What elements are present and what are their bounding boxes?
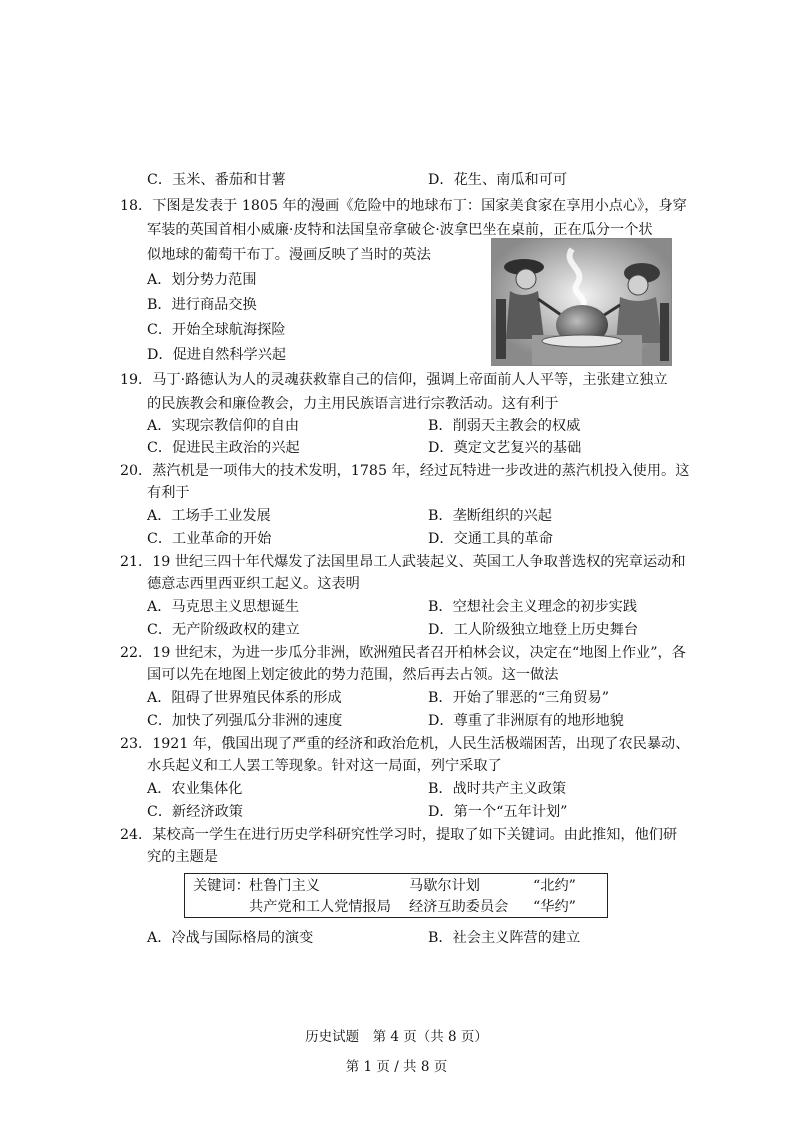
q22-option-a: A．阻碍了世界殖民体系的形成 [147,690,342,706]
q21-stem-line1: 21．19 世纪三四十年代爆发了法国里昂工人武装起义、英国工人争取普选权的宪章运动和 [120,554,686,570]
q20-stem-line1: 20．蒸汽机是一项伟大的技术发明，1785 年，经过瓦特进一步改进的蒸汽机投入使用。这 [120,463,690,479]
q24-stem-line1: 24．某校高一学生在进行历史学科研究性学习时，提取了如下关键词。由此推知，他们研 [120,827,678,843]
cartoon-illustration [492,239,671,365]
q22-option-d: D．尊重了非洲原有的地形地貌 [428,713,624,729]
q21-option-c: C．无产阶级政权的建立 [147,622,300,638]
page-counter: 第 1 页 / 共 8 页 [345,1059,448,1075]
keyword-nato: “北约” [533,878,576,894]
q19-option-d: D．奠定文艺复兴的基础 [428,440,582,456]
q17-option-c: C．玉米、番茄和甘薯 [147,172,286,188]
q19-stem-line2: 的民族教会和廉俭教会，力主用民族语言进行宗教活动。这有利于 [147,396,559,412]
q18-option-c: C．开始全球航海探险 [147,322,286,338]
q21-stem-line2: 德意志西里西亚织工起义。这表明 [147,576,360,592]
keyword-marshall-plan: 马歇尔计划 [409,878,480,894]
q23-option-c: C．新经济政策 [147,804,243,820]
q18-option-a: A．划分势力范围 [147,272,257,288]
q22-option-b: B．开始了罪恶的“三角贸易” [428,690,609,706]
q23-option-a: A．农业集体化 [147,781,243,797]
q19-option-c: C．促进民主政治的兴起 [147,440,300,456]
q18-stem-line1: 18．下图是发表于 1805 年的漫画《危险中的地球布丁：国家美食家在享用小点心》，身穿 [120,198,687,214]
q23-option-d: D．第一个“五年计划” [428,804,568,820]
q18-stem-line2: 军装的英国首相小威廉·皮特和法国皇帝拿破仑·波拿巴坐在桌前，正在瓜分一个状 [147,222,653,238]
q19-stem-line1: 19．马丁·路德认为人的灵魂获救靠自己的信仰，强调上帝面前人人平等，主张建立独立 [120,372,668,388]
q18-option-d: D．促进自然科学兴起 [147,347,287,363]
q22-stem-line2: 国可以先在地图上划定彼此的势力范围，然后再去占领。这一做法 [147,667,559,683]
q17-option-d: D．花生、南瓜和可可 [428,172,568,188]
q23-option-b: B．战时共产主义政策 [428,781,567,797]
q24-option-a: A．冷战与国际格局的演变 [147,930,314,946]
q24-stem-line2: 究的主题是 [147,849,218,865]
q24-option-b: B．社会主义阵营的建立 [428,930,581,946]
q23-stem-line1: 23．1921 年，俄国出现了严重的经济和政治危机，人民生活极端困苦，出现了农民暴动、 [120,736,690,752]
q23-stem-line2: 水兵起义和工人罢工等现象。针对这一局面，列宁采取了 [147,758,502,774]
keyword-truman-doctrine: 杜鲁门主义 [249,878,320,894]
q21-option-d: D．工人阶级独立地登上历史舞台 [428,622,639,638]
keyword-comecon: 经济互助委员会 [409,899,509,915]
q21-option-b: B．空想社会主义理念的初步实践 [428,599,638,615]
keyword-cominform: 共产党和工人党情报局 [249,899,391,915]
q18-stem-line3: 似地球的葡萄干布丁。漫画反映了当时的英法 [147,247,431,263]
q20-option-c: C．工业革命的开始 [147,531,272,547]
q19-option-b: B．削弱天主教会的权威 [428,418,581,434]
page-footer-subject: 历史试题 第 4 页（共 8 页） [305,1029,488,1045]
q20-option-a: A．工场手工业发展 [147,508,271,524]
q20-stem-line2: 有利于 [147,485,190,501]
keywords-label: 关键词： [193,878,250,894]
q20-option-d: D．交通工具的革命 [428,531,553,547]
keyword-warsaw-pact: “华约” [533,899,576,915]
q22-option-c: C．加快了列强瓜分非洲的速度 [147,713,343,729]
keywords-box [184,873,608,918]
q19-option-a: A．实现宗教信仰的自由 [147,418,300,434]
q21-option-a: A．马克思主义思想诞生 [147,599,300,615]
q20-option-b: B．垄断组织的兴起 [428,508,552,524]
q22-stem-line1: 22．19 世纪末，为进一步瓜分非洲，欧洲殖民者召开柏林会议，决定在“地图上作业”，各 [120,645,686,661]
plum-pudding-cartoon-image [491,238,672,366]
q18-option-b: B．进行商品交换 [147,297,257,313]
